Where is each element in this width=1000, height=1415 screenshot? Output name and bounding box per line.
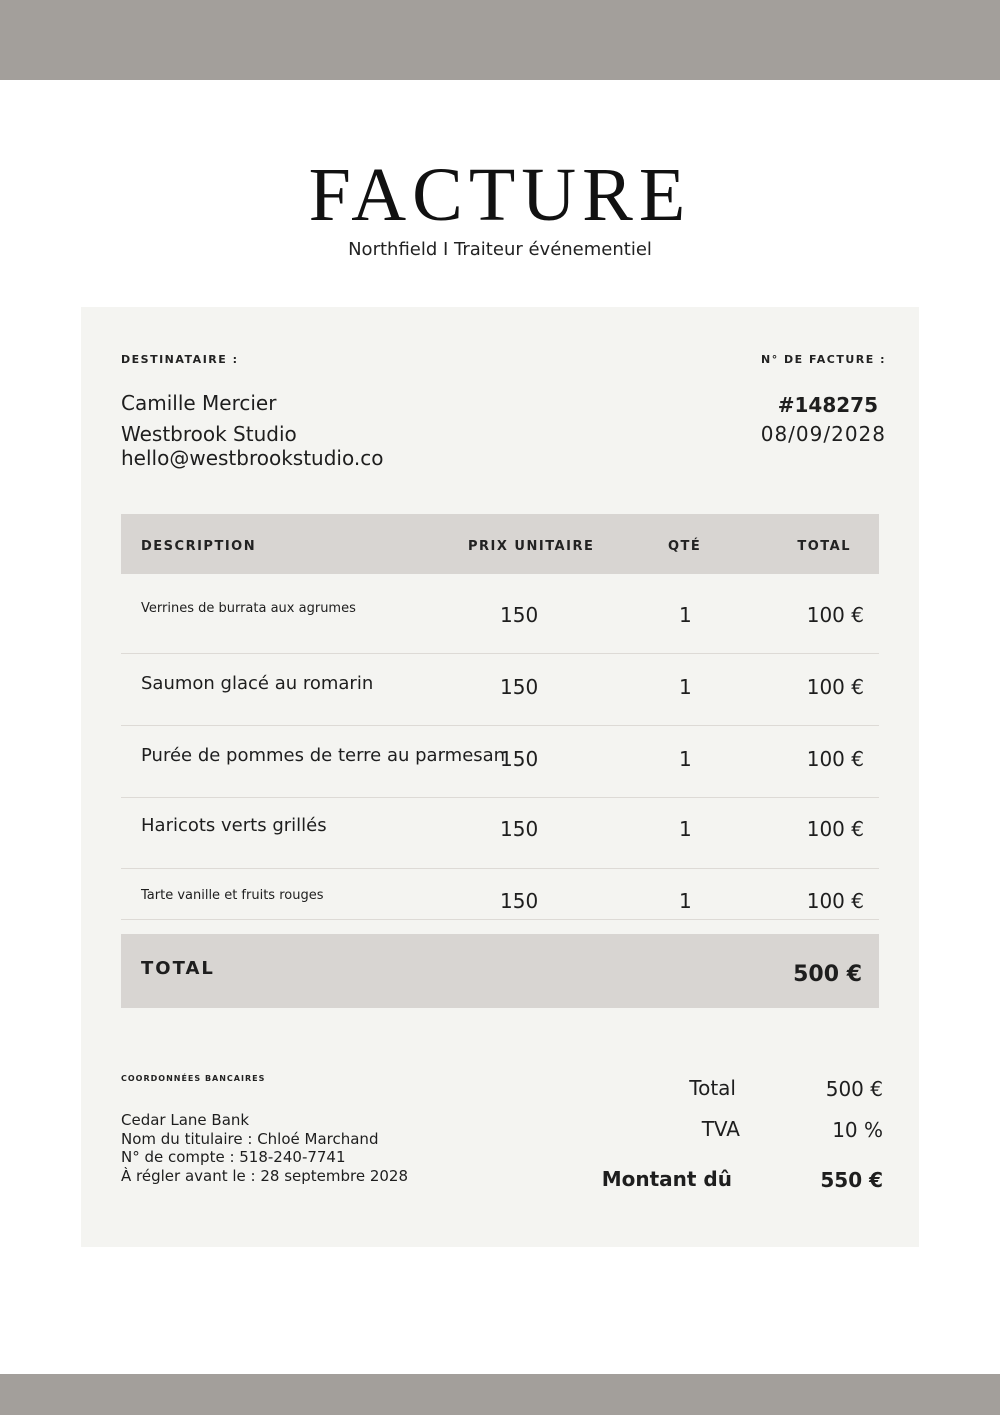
row-unit-price: 150 [500, 675, 539, 699]
row-unit-price: 150 [500, 889, 539, 913]
summary-total-label: Total [689, 1076, 736, 1100]
recipient-label: DESTINATAIRE : [121, 353, 239, 366]
recipient-name: Camille Mercier [121, 391, 277, 415]
row-description: Haricots verts grillés [141, 815, 327, 836]
summary-amount-due-value: 550 € [820, 1168, 883, 1192]
row-qty: 1 [679, 675, 692, 699]
row-description: Tarte vanille et fruits rouges [141, 888, 324, 903]
summary-tax-label: TVA [701, 1117, 740, 1141]
row-description: Purée de pommes de terre au parmesan [141, 745, 506, 766]
bank-name: Cedar Lane Bank [121, 1111, 250, 1129]
bottom-band [0, 1374, 1000, 1415]
table-total-value: 500 € [793, 962, 862, 987]
table-total-bar [121, 934, 879, 1008]
row-description: Verrines de burrata aux agrumes [141, 601, 356, 616]
row-total: 100 € [806, 817, 864, 841]
row-unit-price: 150 [500, 747, 539, 771]
summary-tax-value: 10 % [832, 1118, 883, 1142]
row-unit-price: 150 [500, 603, 539, 627]
page-title: FACTURE [308, 153, 692, 237]
account-holder: Nom du titulaire : Chloé Marchand [121, 1130, 379, 1148]
row-unit-price: 150 [500, 817, 539, 841]
table-row [121, 798, 879, 869]
summary-total-value: 500 € [825, 1077, 883, 1101]
invoice-number: #148275 [777, 393, 878, 417]
column-header-description: DESCRIPTION [141, 539, 257, 554]
row-qty: 1 [679, 603, 692, 627]
table-row [121, 654, 879, 726]
row-total: 100 € [806, 603, 864, 627]
table-row [121, 574, 879, 654]
row-qty: 1 [679, 889, 692, 913]
invoice-number-label: N° DE FACTURE : [761, 353, 886, 366]
row-description: Saumon glacé au romarin [141, 673, 374, 694]
payment-due-date: À régler avant le : 28 septembre 2028 [121, 1167, 409, 1185]
page-subtitle: Northfield I Traiteur événementiel [348, 239, 652, 260]
bank-details-label: COORDONNÉES BANCAIRES [121, 1074, 266, 1083]
row-total: 100 € [806, 889, 864, 913]
account-number: N° de compte : 518-240-7741 [121, 1148, 346, 1166]
column-header-unit-price: PRIX UNITAIRE [468, 539, 595, 554]
column-header-qty: QTÉ [668, 539, 702, 554]
row-qty: 1 [679, 747, 692, 771]
column-header-total: TOTAL [797, 539, 851, 554]
row-total: 100 € [806, 675, 864, 699]
top-band [0, 0, 1000, 80]
table-row [121, 726, 879, 798]
table-row [121, 869, 879, 920]
table-total-label: TOTAL [141, 958, 215, 979]
summary-amount-due-label: Montant dû [601, 1167, 732, 1191]
row-qty: 1 [679, 817, 692, 841]
recipient-email: hello@westbrookstudio.co [121, 446, 384, 470]
row-total: 100 € [806, 747, 864, 771]
invoice-date: 08/09/2028 [760, 422, 886, 446]
table-header [121, 514, 879, 574]
recipient-company: Westbrook Studio [121, 422, 297, 446]
